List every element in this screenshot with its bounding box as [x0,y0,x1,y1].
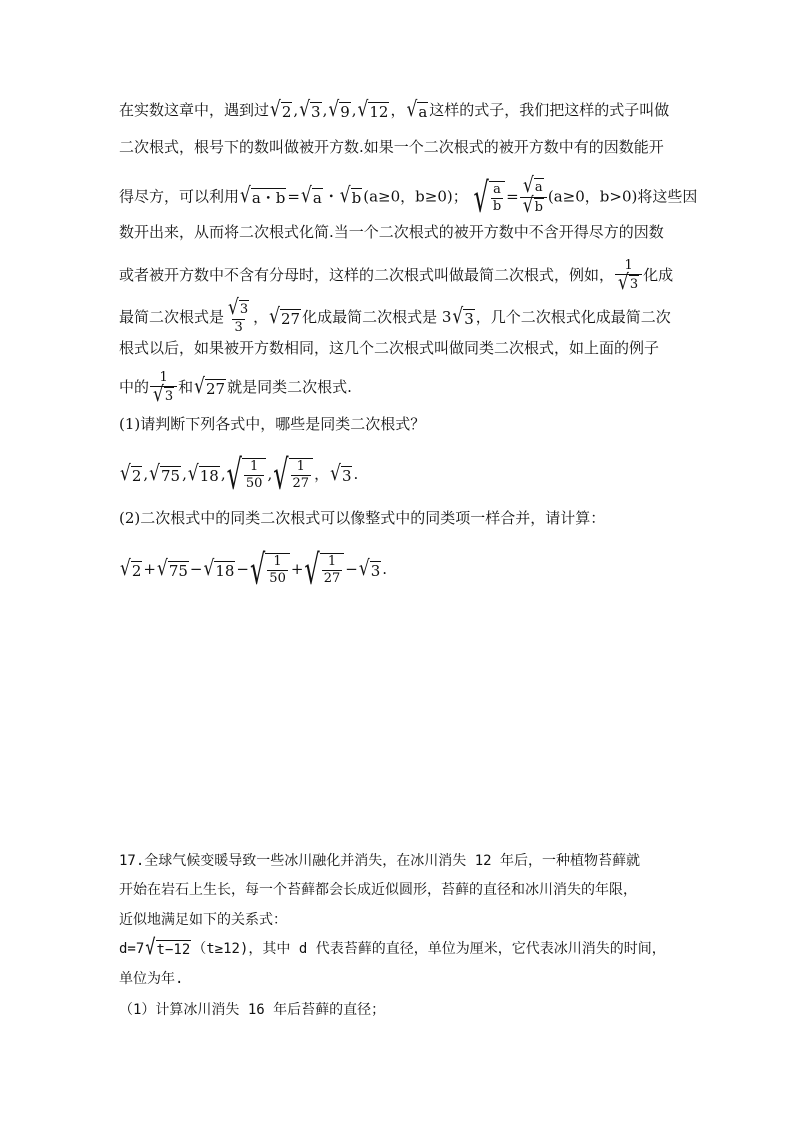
sqrt-a-over-b: √ $\frac{a}{b}$ [474,181,506,215]
problem-17-line-3: 近似地满足如下的关系式： [119,912,287,928]
problem-17-line-2: 开始在岩石上生长，每一个苔藓都会长成近似圆形，苔藓的直径和冰川消失的年限， [119,882,637,898]
text: 在实数这章中，遇到过 [119,101,270,119]
text: 这样的式子，我们把这样的式子叫做 [429,101,670,119]
sqrt-12: √ 12 [357,96,389,122]
intro-line-3: 得尽方，可以利用 √ a・b = √ a ・ √ b (a≥0，b≥0)； √ $\frac{a}{b}$ = √ a √ b (a≥0，b>0)将这些因 [119,173,698,222]
intro-line-1: 在实数这章中，遇到过 √ 2 , √ 3 , √ 9 , √ 12 ， √ a 这样的式子，我们把这样的式子叫做 [119,96,670,122]
intro-line-8: 中的 1 √ 3 和 √ 27 就是同类二次根式. [119,370,352,408]
sqrt-3: √ 3 [452,303,474,329]
sqrt-3: √ 3 [299,96,321,122]
question-2: (2)二次根式中的同类二次根式可以像整式中的同类项一样合并，请计算： [119,509,606,527]
intro-line-5: 或者被开方数中不含有分母时，这样的二次根式叫做最简二次根式，例如， 1 √ 3 化成 [119,258,674,296]
problem-17-question-1: （1）计算冰川消失 16 年后苔藓的直径； [119,1002,386,1018]
sqrt-b: √ b [339,183,362,209]
frac-1-sqrt3: 1 √ 3 [615,258,642,294]
sqrt-9: √ 9 [328,96,350,122]
problem-17-line-5: 单位为年. [119,971,184,987]
intro-line-6: 最简二次根式是 √ 3 3 ， √ 27 化成最简二次根式是 3 √ 3 ，几个二次根式化成最简二次 [119,295,671,335]
question-1-expressions: √ 2 , √ 75 , √ 18 , √ $\frac{1}{50}$ , √ $\frac{1}{27}$ ， √ 3 . [120,451,359,499]
intro-line-2: 二次根式，根号下的数叫做被开方数.如果一个二次根式的被开方数中有的因数能开 [119,138,664,156]
sqrt-ab: √ a・b [240,183,286,209]
question-1: (1)请判断下列各式中，哪些是同类二次根式？ [119,415,426,433]
problem-17-line-1: 17.全球气候变暖导致一些冰川融化并消失，在冰川消失 12 年后，一种植物苔藓就 [119,853,640,869]
intro-line-7: 根式以后，如果被开方数相同，这几个二次根式叫做同类二次根式，如上面的例子 [119,339,660,357]
sqrt-2: √ 2 [270,96,292,122]
frac-sqrt3-3: √ 3 3 [228,295,249,335]
sqrt-27: √ 27 [269,303,301,329]
sqrt-27: √ 27 [194,373,226,399]
frac-sqrt-a-sqrt-b: √ a √ b [520,178,547,217]
frac-1-sqrt3: 1 √ 3 [150,370,177,406]
problem-17-formula: d=7 √ t−12 （t≥12)，其中 d 代表苔藓的直径，单位为厘米，它代表冰川消失的时间， [119,934,666,960]
question-2-expression: √ 2 + √ 75 − √ 18 − √ $\frac{1}{50}$ + √ $\frac{1}{27}$ − √ 3 . [120,546,388,594]
sqrt-a: √ a [406,96,428,122]
sqrt-t-12: √ t−12 [145,934,191,960]
sqrt-a: √ a [300,183,322,209]
intro-line-4: 数开出来，从而将二次根式化简.当一个二次根式的被开方数中不含开得尽方的因数 [119,223,664,241]
